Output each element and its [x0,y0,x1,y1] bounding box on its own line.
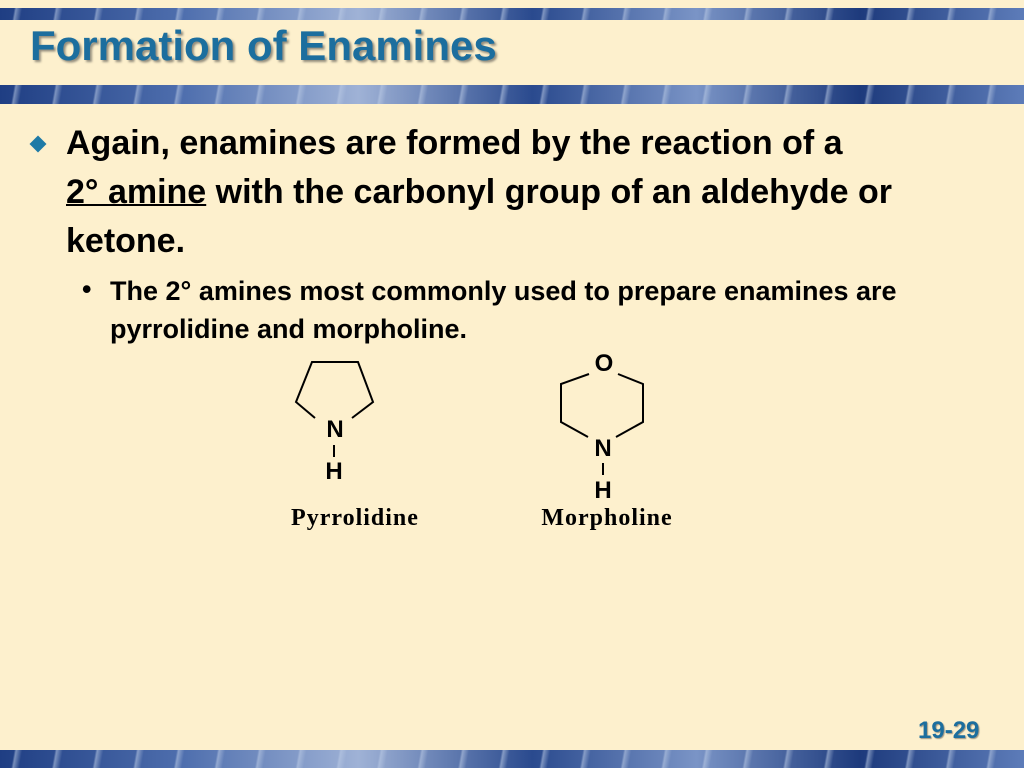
morpholine-label: Morpholine [541,505,673,531]
pyrrolidine-label: Pyrrolidine [291,505,419,531]
main-bullet-text-before: Again, enamines are formed by the reaction of a [66,124,843,162]
morpholine-o-atom: O [594,350,614,377]
main-bullet-text-after: with the carbonyl group of an aldehyde or ketone. [66,173,892,260]
morpholine-n-atom: N [594,435,612,462]
sub-bullet-text: The 2° amines most commonly used to prepare enamines are pyrrolidine and morpholine. [110,276,897,344]
morpholine-left-bonds [561,374,589,437]
underlined-term: 2° amine [66,173,207,211]
pyrrolidine-ring-bonds [296,362,373,418]
slide-number: 19-29 [918,717,980,744]
bottom-decorative-band [0,750,1024,768]
pyrrolidine-h-atom: H [325,458,343,485]
morpholine-right-bonds [616,374,643,437]
pyrrolidine-n-atom: N [326,416,344,443]
slide-title: Formation of Enamines [30,22,497,69]
morpholine-h-atom: H [594,477,612,504]
dot-bullet-icon: • [82,274,92,304]
